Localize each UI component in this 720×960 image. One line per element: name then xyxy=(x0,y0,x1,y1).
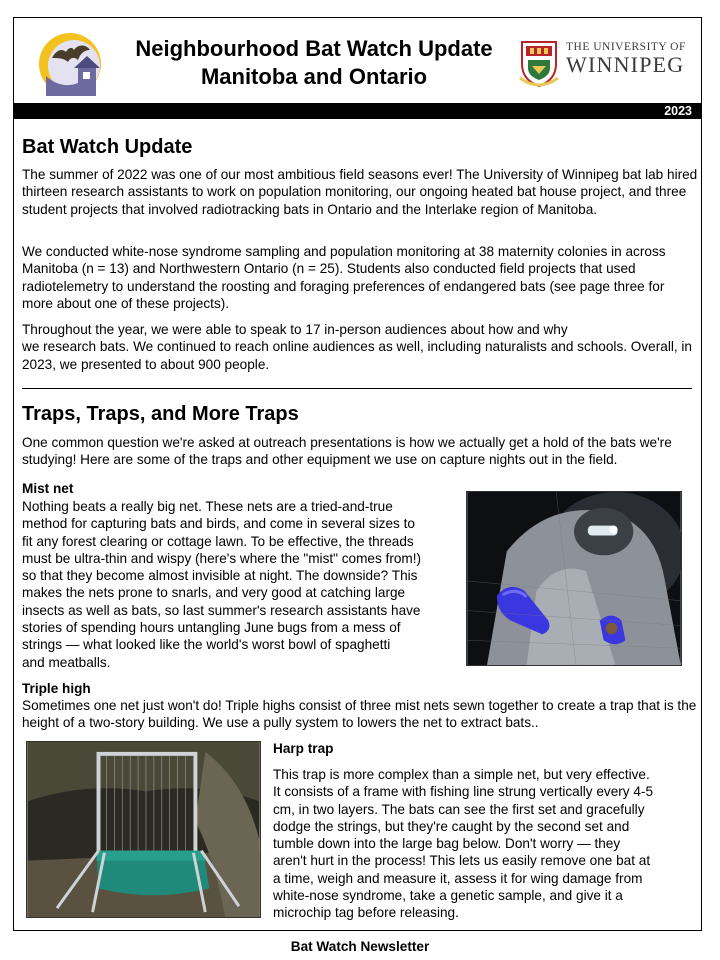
header-bar xyxy=(13,103,702,119)
paragraph-harp-trap xyxy=(273,766,698,922)
mist-net-line: makes the nets prone to snarls, and very good at catching large xyxy=(22,585,406,601)
title-line-1: Neighbourhood Bat Watch Update xyxy=(135,36,493,61)
subheading-triple-high: Triple high xyxy=(22,681,91,696)
bat-watch-logo xyxy=(38,32,102,96)
harp-trap-line: cm, in two layers. The bats can see the first set and gracefully xyxy=(273,801,645,817)
harp-trap-line: microchip tag before releasing. xyxy=(273,905,459,921)
harp-trap-line: It consists of a frame with fishing line strung vertically every 4-5 xyxy=(273,784,654,800)
subheading-harp-trap: Harp trap xyxy=(273,741,334,756)
section-heading-bat-watch-update: Bat Watch Update xyxy=(22,136,193,158)
paragraph-triple-high: Sometimes one net just won't do! Triple highs consist of three mist nets sewn together to create a trap that is the height of a two-story building. We use a pully system to lowers the net to extract bats.. xyxy=(22,698,697,731)
paragraph-sampling: We conducted white-nose syndrome sampling and population monitoring at 38 maternity colonies in across Manitoba (n = 13) and Northwestern Ontario (n = 25). Students also conducted field projects that used radiotelemetry to understand the roosting and foraging preferences of endangered bats (see page three for more about one of these projects). xyxy=(22,244,666,311)
harp-trap-line: tumble down into the large bag below. Don't worry — they xyxy=(273,836,621,852)
paragraph-outreach xyxy=(22,321,702,373)
harp-trap-line: white-nose syndrome, take a genetic sample, and give it a xyxy=(273,888,623,904)
mist-net-line: method for capturing bats and birds, and come in several sizes to xyxy=(22,516,415,532)
harp-trap-line: aren't hurt in the process! This lets us easily remove one bat at xyxy=(273,853,651,869)
mist-net-line: Nothing beats a really big net. These nets are a tried-and-true xyxy=(22,499,393,514)
footer-label: Bat Watch Newsletter xyxy=(290,939,430,954)
paragraph-traps-intro: One common question we're asked at outreach presentations is how we actually get a hold of the bats we're studying! Here are some of the traps and other equipment we use on capture nights out in the field. xyxy=(22,435,672,468)
mist-net-line: insects as well as bats, so last summer's research assistants have xyxy=(22,602,421,618)
paragraph-outreach-line-1: Throughout the year, we were able to speak to 17 in-person audiences about how and why xyxy=(22,322,568,337)
harp-trap-photo xyxy=(26,741,261,918)
harp-trap-line: dodge the strings, but they're caught by the second set and xyxy=(273,818,630,834)
mist-net-line: and meatballs. xyxy=(22,654,111,670)
university-name-line-2: WINNIPEG xyxy=(566,52,685,77)
paragraph-mist-net xyxy=(22,498,462,671)
mist-net-line: so that they become almost invisible at night. The downside? This xyxy=(22,568,418,584)
mist-net-line: stories of spending hours untangling June bugs from a mess of xyxy=(22,620,401,636)
section-divider xyxy=(22,388,692,389)
section-heading-traps: Traps, Traps, and More Traps xyxy=(22,403,299,425)
paragraph-season-summary: The summer of 2022 was one of our most ambitious field seasons ever! The University of Winnipeg bat lab hired thirteen research assistants to work on population monitoring, our ongoing heated bat house project, and three student projects that involved radiotracking bats in Ontario and the Interlake region of Manitoba. xyxy=(22,167,698,217)
mist-net-photo xyxy=(466,491,682,666)
harp-trap-line: This trap is more complex than a simple net, but very effective. xyxy=(273,767,650,782)
university-crest-icon xyxy=(518,36,560,88)
year-label: 2023 xyxy=(664,104,692,118)
harp-trap-line: a time, weigh and measure it, assess it for wing damage from xyxy=(273,870,643,886)
mist-net-line: strings — what looked like the world's worst bowl of spaghetti xyxy=(22,637,391,653)
university-name-line-1: THE UNIVERSITY OF xyxy=(566,41,686,53)
university-name xyxy=(566,41,696,76)
mist-net-line: fit any forest clearing or cottage lawn. To be effective, the threads xyxy=(22,533,414,549)
newsletter-title xyxy=(105,35,523,91)
title-line-2: Manitoba and Ontario xyxy=(200,64,428,89)
subheading-mist-net: Mist net xyxy=(22,481,74,496)
mist-net-line: must be ultra-thin and wispy (here's where the "mist" comes from!) xyxy=(22,550,422,566)
paragraph-outreach-rest: we research bats. We continued to reach online audiences as well, including naturalists and schools. Overall, in 2023, we presented to about 900 people. xyxy=(22,339,692,372)
